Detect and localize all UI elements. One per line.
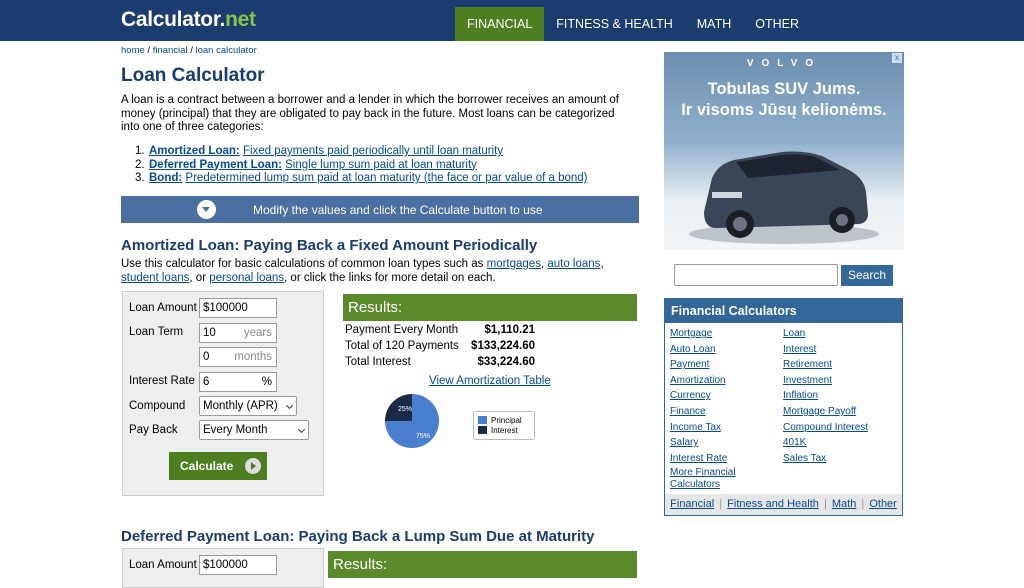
link-student-loans[interactable]: student loans xyxy=(121,271,190,284)
loan-type-list xyxy=(135,145,588,186)
play-arrow-icon xyxy=(245,458,261,474)
principal-interest-pie-chart xyxy=(384,393,440,449)
link-salary[interactable]: Salary xyxy=(670,437,699,449)
breadcrumb-financial[interactable]: financial xyxy=(152,45,188,56)
term-months-value: 0 xyxy=(203,351,210,363)
footer-link-math[interactable]: Math xyxy=(831,498,857,510)
link-retirement[interactable]: Retirement xyxy=(783,359,832,371)
legend-label: Principal xyxy=(491,415,522,425)
top-navbar xyxy=(0,0,1024,41)
compound-select[interactable] xyxy=(199,396,297,416)
nav-math[interactable]: MATH xyxy=(696,17,732,31)
link-deferred-desc[interactable]: Single lump sum paid at loan maturity xyxy=(285,158,477,171)
breadcrumb-home[interactable]: home xyxy=(121,45,145,56)
financial-calculators-heading: Financial Calculators xyxy=(665,299,902,323)
link-finance[interactable]: Finance xyxy=(670,405,706,417)
pie-label-interest: 25% xyxy=(398,406,413,413)
financial-calculators-box xyxy=(664,298,903,516)
link-loan[interactable]: Loan xyxy=(783,328,806,339)
chevron-down-icon xyxy=(286,402,293,409)
link-income-tax[interactable]: Income Tax xyxy=(670,421,721,433)
table-row xyxy=(345,340,535,356)
link-amortized-desc[interactable]: Fixed payments paid periodically until loan maturity xyxy=(242,145,504,157)
loan-amount-value: $100000 xyxy=(203,302,248,314)
page-title: Loan Calculator xyxy=(121,65,265,86)
link-mortgage[interactable]: Mortgage xyxy=(670,328,713,339)
calculate-label: Calculate xyxy=(180,459,234,473)
advertisement-banner[interactable] xyxy=(664,52,904,250)
loan-amount-input[interactable] xyxy=(199,298,277,318)
category-footer-links: Financial | Fitness and Health | Math | Other xyxy=(665,494,902,515)
link-mortgage-payoff[interactable]: Mortgage Payoff xyxy=(783,405,857,417)
ad-headline-2: Ir visoms Jūsų kelionėms. xyxy=(681,101,887,119)
link-deferred-loan[interactable]: Deferred Payment Loan: xyxy=(149,158,282,171)
deferred-form xyxy=(122,548,324,588)
result-value: $133,224.60 xyxy=(471,340,535,352)
deferred-loan-amount-input[interactable] xyxy=(199,555,277,575)
interest-rate-input[interactable] xyxy=(199,372,277,392)
footer-link-other[interactable]: Other xyxy=(869,498,897,510)
term-years-unit: years xyxy=(243,327,272,339)
close-icon[interactable]: x xyxy=(892,53,902,63)
link-401k[interactable]: 401K xyxy=(783,437,807,449)
desc-sep: , xyxy=(540,258,548,270)
link-sales-tax[interactable]: Sales Tax xyxy=(783,452,827,464)
links-column-2 xyxy=(783,327,893,467)
amortized-description xyxy=(121,258,621,285)
link-auto-loans[interactable]: auto loans xyxy=(547,258,601,270)
pie-label-principal: 75% xyxy=(416,433,431,440)
ad-headline-1: Tobulas SUV Jums. xyxy=(707,80,861,98)
payback-label: Pay Back xyxy=(129,424,178,436)
breadcrumb-separator: / xyxy=(147,45,151,56)
amortized-form xyxy=(122,291,324,496)
legend-item-interest xyxy=(478,425,530,435)
list-item: 1. Amortized Loan: Fixed payments paid periodically until loan maturity xyxy=(135,145,504,157)
link-interest[interactable]: Interest xyxy=(783,343,817,355)
loan-term-label: Loan Term xyxy=(129,326,184,338)
result-label: Payment Every Month xyxy=(345,324,459,336)
term-months-unit: months xyxy=(234,351,272,363)
table-row xyxy=(345,324,535,340)
legend-label: Interest xyxy=(491,425,518,435)
loan-amount-label: Loan Amount xyxy=(129,559,197,571)
breadcrumb-loan-calculator[interactable]: loan calculator xyxy=(195,45,257,56)
link-more-financial[interactable]: More Financial Calculators xyxy=(670,467,736,490)
desc-text: , or click the links for more detail on each. xyxy=(284,271,496,284)
footer-link-fitness-health[interactable]: Fitness and Health xyxy=(727,498,819,510)
legend-swatch xyxy=(478,426,487,434)
compound-value: Monthly (APR) xyxy=(203,400,278,412)
result-label: Total Interest xyxy=(345,356,411,368)
site-logo[interactable] xyxy=(121,8,256,32)
interest-rate-label: Interest Rate xyxy=(129,375,195,387)
view-amortization-table-link[interactable]: View Amortization Table xyxy=(429,375,551,387)
loan-amount-label: Loan Amount xyxy=(129,302,197,314)
desc-sep: , xyxy=(600,258,604,270)
search-input[interactable] xyxy=(674,264,838,286)
ad-brand: VOLVO xyxy=(746,58,822,69)
link-mortgages[interactable]: mortgages xyxy=(486,258,541,270)
links-column-1 xyxy=(670,327,780,490)
modify-values-text: Modify the values and click the Calculate button to use xyxy=(253,203,543,217)
percent-unit: % xyxy=(261,376,272,388)
pie-legend xyxy=(473,411,535,440)
legend-item-principal xyxy=(478,415,530,425)
link-currency[interactable]: Currency xyxy=(670,390,711,402)
link-inflation[interactable]: Inflation xyxy=(783,390,819,402)
logo-suffix: net xyxy=(225,8,256,31)
nav-financial[interactable]: FINANCIAL xyxy=(455,7,544,41)
loan-term-months-input[interactable] xyxy=(199,347,277,367)
calculate-button[interactable] xyxy=(169,452,267,480)
list-item: 3. Bond: Predetermined lump sum paid at loan maturity (the face or par value of a bond) xyxy=(135,172,588,184)
link-investment[interactable]: Investment xyxy=(783,374,832,386)
result-label: Total of 120 Payments xyxy=(345,340,459,352)
chevron-down-icon xyxy=(197,200,216,219)
loan-amount-value: $100000 xyxy=(203,559,248,571)
nav-fitness-health[interactable]: FITNESS & HEALTH xyxy=(556,17,673,31)
payback-value: Every Month xyxy=(203,424,268,436)
desc-sep: , or xyxy=(189,271,210,284)
result-value: $1,110.21 xyxy=(484,324,535,336)
breadcrumb xyxy=(121,45,257,56)
modify-values-bar[interactable] xyxy=(121,196,639,223)
link-bond[interactable]: Bond: xyxy=(149,172,183,184)
link-bond-desc[interactable]: Predetermined lump sum paid at loan maturity (the face or par value of a bond) xyxy=(185,172,588,184)
interest-rate-value: 6 xyxy=(203,376,210,388)
payback-select[interactable] xyxy=(199,420,309,440)
results-table xyxy=(345,324,535,372)
term-years-value: 10 xyxy=(203,327,216,339)
loan-term-years-input[interactable] xyxy=(199,323,277,343)
deferred-results-heading: Results: xyxy=(328,551,637,578)
desc-text: Use this calculator for basic calculations of common loan types such as xyxy=(121,258,487,270)
legend-swatch xyxy=(478,416,487,424)
compound-label: Compound xyxy=(129,400,186,412)
footer-link-financial[interactable]: Financial xyxy=(670,498,715,510)
chevron-down-icon xyxy=(298,426,305,433)
car-image xyxy=(664,52,904,250)
result-value: $33,224.60 xyxy=(477,356,535,368)
deferred-section-title: Deferred Payment Loan: Paying Back a Lump Sum Due at Maturity xyxy=(121,528,595,545)
main-nav xyxy=(455,7,811,41)
link-payment[interactable]: Payment xyxy=(670,359,710,371)
intro-text: A loan is a contract between a borrower and a lender in which the borrower receives an amount of money (principal) that they are obligated to pay back in the future. Most loans can be categorized into one of three categories: xyxy=(121,94,619,133)
list-item: 2. Deferred Payment Loan: Single lump sum paid at loan maturity xyxy=(135,158,477,171)
table-row xyxy=(345,356,535,372)
nav-other[interactable]: OTHER xyxy=(755,17,800,31)
link-compound-interest[interactable]: Compound Interest xyxy=(783,421,869,433)
breadcrumb-separator: / xyxy=(190,45,193,56)
results-heading: Results: xyxy=(343,294,637,321)
amortized-section-title: Amortized Loan: Paying Back a Fixed Amount Periodically xyxy=(121,237,538,254)
link-amortized-loan[interactable]: Amortized Loan: xyxy=(149,145,240,157)
link-amortization[interactable]: Amortization xyxy=(670,374,726,386)
logo-main: Calculator. xyxy=(121,8,226,31)
link-auto-loan[interactable]: Auto Loan xyxy=(670,343,716,355)
link-personal-loans[interactable]: personal loans xyxy=(209,271,285,284)
link-interest-rate[interactable]: Interest Rate xyxy=(670,452,728,464)
search-button[interactable]: Search xyxy=(841,265,893,286)
